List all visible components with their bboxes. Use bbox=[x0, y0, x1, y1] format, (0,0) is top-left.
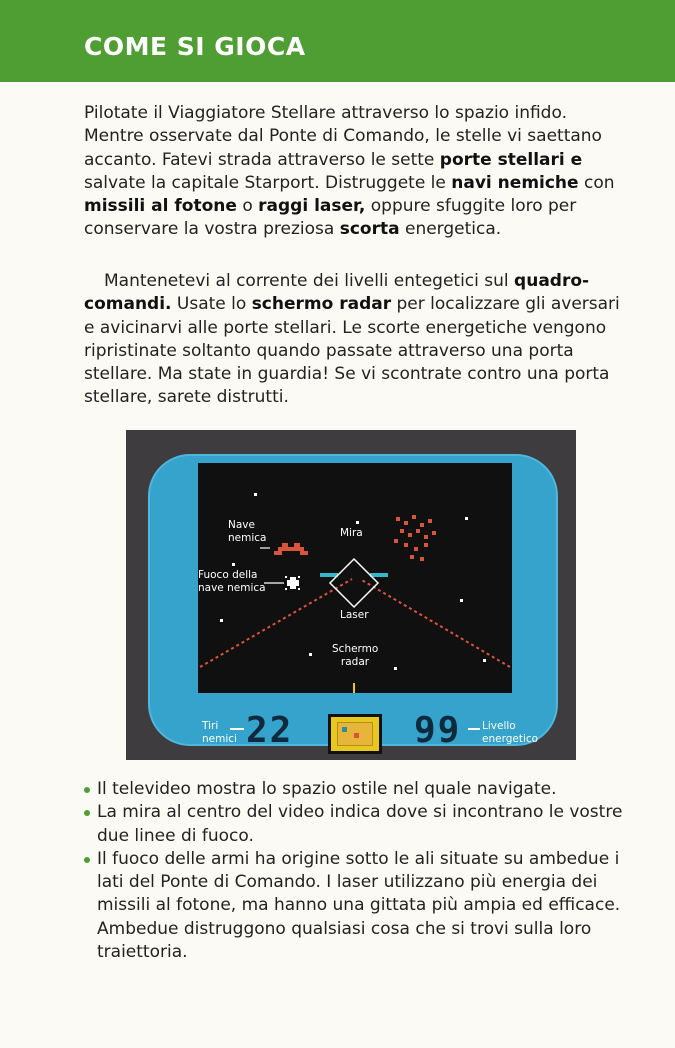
star bbox=[460, 599, 463, 602]
label-enemy-fire: Fuoco della nave nemica bbox=[198, 569, 266, 594]
star bbox=[483, 659, 486, 662]
text-run: o bbox=[236, 196, 259, 217]
star bbox=[232, 563, 235, 566]
label-radar: Schermo radar bbox=[332, 643, 379, 668]
enemy-fire bbox=[285, 576, 300, 590]
bullet-dot bbox=[84, 857, 90, 863]
space-view bbox=[198, 463, 512, 693]
text-run: oppure sfuggite loro per conservare la vostra preziosa bbox=[84, 196, 577, 240]
gunsight bbox=[320, 559, 388, 607]
tv-screen-bezel bbox=[148, 454, 558, 751]
label-laser: Laser bbox=[340, 609, 369, 621]
label-enemy-shots: Tiri nemici bbox=[202, 720, 237, 745]
bold-term: schermo radar bbox=[251, 294, 392, 315]
text-run: con bbox=[578, 172, 615, 193]
enemy-shots-counter: 22 bbox=[246, 710, 294, 751]
bold-term: raggi laser, bbox=[258, 196, 366, 217]
list-item-text: Il televideo mostra lo spazio ostile nel quale navigate. bbox=[97, 779, 557, 799]
star bbox=[309, 653, 312, 656]
text-run: Mantenetevi al corrente dei livelli entegetici sul bbox=[104, 271, 515, 291]
bullet-dot bbox=[84, 810, 90, 816]
bullet-list bbox=[84, 778, 624, 964]
list-item-text: La mira al centro del video indica dove si incontrano le vostre due linee di fuoco. bbox=[97, 802, 623, 846]
star bbox=[356, 521, 359, 524]
enemy-ship bbox=[274, 543, 308, 555]
controls-paragraph bbox=[84, 270, 624, 410]
game-screen-figure bbox=[126, 430, 576, 760]
list-item bbox=[84, 801, 624, 848]
bold-term: quadro-comandi. bbox=[84, 271, 590, 315]
label-enemy-ship: Nave nemica bbox=[228, 519, 267, 544]
bold-term: missili al fotone bbox=[84, 196, 237, 217]
text-run: salvate la capitale Starport. Distruggete le bbox=[84, 172, 452, 193]
label-line bbox=[230, 728, 244, 730]
page-title: COME SI GIOCA bbox=[84, 32, 306, 61]
list-item bbox=[84, 848, 624, 964]
bold-term: porte stellari e bbox=[439, 149, 583, 170]
text-run: per localizzare gli aversari e avicinarvi alle porte stellari. Le scorte energetiche vengono ripristinate soltanto quando passate attraverso una porta stellare. Ma state in guardia! Se vi scontrate contro una porta stellare, sarete distrutti. bbox=[84, 294, 620, 408]
intro-paragraph bbox=[84, 102, 624, 242]
header-bar bbox=[0, 0, 675, 82]
bullet-dot bbox=[84, 787, 90, 793]
energy-level-counter: 99 bbox=[414, 710, 462, 751]
list-item-text: Il fuoco delle armi ha origine sotto le ali situate su ambedue i lati del Ponte di Comando. I laser utilizzano più energia dei missili al fotone, ma hanno una gittata più ampia ed efficace. Ambedue distruggono qualsiasi cosa che si trovi sulla loro traiettoria. bbox=[97, 848, 621, 963]
explosion-debris bbox=[394, 515, 436, 561]
label-gunsight: Mira bbox=[340, 527, 363, 539]
star bbox=[394, 667, 397, 670]
text-run: Usate lo bbox=[171, 294, 252, 315]
bold-term: navi nemiche bbox=[451, 172, 579, 193]
label-line bbox=[468, 728, 480, 730]
list-item bbox=[84, 778, 624, 801]
star bbox=[465, 517, 468, 520]
label-energy-level: Livello energetico bbox=[482, 720, 539, 745]
radar-blip bbox=[354, 733, 359, 738]
bold-term: scorta bbox=[339, 219, 400, 240]
radar-blip bbox=[342, 727, 347, 732]
star bbox=[220, 619, 223, 622]
text-run: Pilotate il Viaggiatore Stellare attraverso lo spazio infido. Mentre osservate dal Ponte di Comando, le stelle vi saettano accanto. Fatevi strada attraverso le sette bbox=[84, 103, 602, 170]
text-run: energetica. bbox=[399, 219, 502, 240]
star bbox=[254, 493, 257, 496]
radar-display bbox=[337, 722, 373, 746]
radar-screen bbox=[328, 714, 382, 754]
